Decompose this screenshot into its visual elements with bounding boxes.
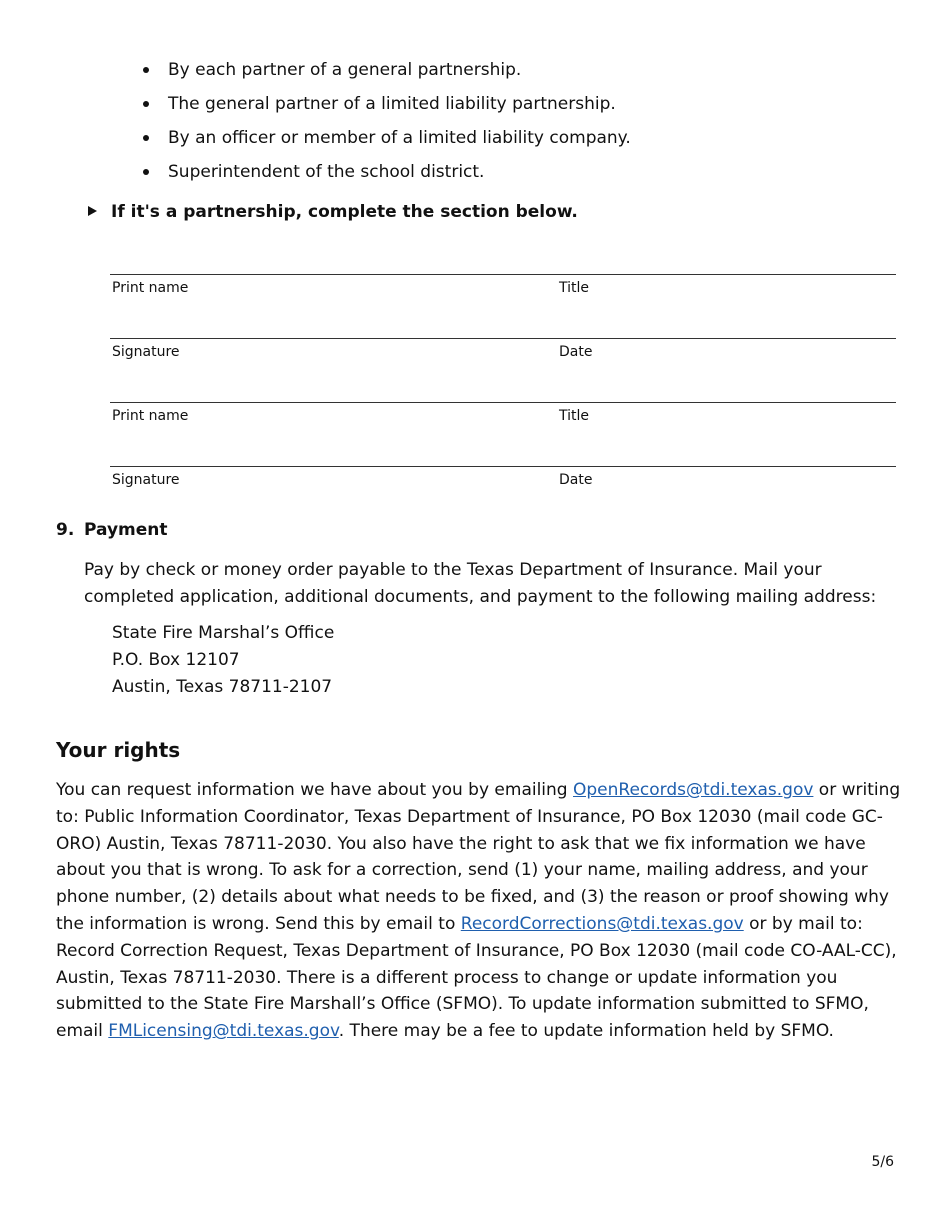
bullet-icon [143,135,149,141]
list-item: By an officer or member of a limited liability company. [140,126,631,160]
partnership-note: If it's a partnership, complete the section below. [88,202,578,222]
signature-label: Signature [112,472,180,488]
signature-row [110,402,896,466]
payment-instructions: Pay by check or money order payable to the Texas Department of Insurance. Mail your completed application, additional documents, and payment to the following mailing address: [84,560,877,607]
rights-paragraph: You can request information we have about you by emailing OpenRecords@tdi.texas.gov or writing to: Public Information Coordinator, Texas Department of Insurance, PO Box 12030 (mail code GC-ORO) Austin, Texas 78711-2030. You also have the right to ask that we fix information we have about you that is wrong. To ask for a correction, send (1) your name, mailing address, and your phone number, (2) details about what needs to be fixed, and (3) the reason or proof showing why the information is wrong. Send this by email to RecordCorrections@tdi.texas.gov or by mail to: Record Correction Request, Texas Department of Insurance, PO Box 12030 (mail code CO-AAL-CC), Austin, Texas 78711-2030. There is a different process to change or update information you submitted to the State Fire Marshall’s Office (SFMO). To update information submitted to SFMO, email FMLicensing@tdi.texas.gov. There may be a fee to update information held by SFMO. [56,780,901,1042]
signature-row [110,274,896,338]
rights-heading: Your rights [56,738,181,762]
address-line: State Fire Marshal’s Office [112,623,335,643]
record-corrections-email-link[interactable]: RecordCorrections@tdi.texas.gov [460,913,744,934]
date-label: Date [559,344,593,360]
print-name-label: Print name [112,408,189,424]
title-label: Title [559,280,590,296]
signature-row [110,466,896,530]
fm-licensing-email-link[interactable]: FMLicensing@tdi.texas.gov [108,1021,339,1042]
list-item: Superintendent of the school district. [140,160,631,194]
mailing-address [112,620,334,701]
signature-label: Signature [112,344,180,360]
print-name-label: Print name [112,280,189,296]
address-line: P.O. Box 12107 [112,650,240,670]
signer-list [140,58,631,194]
signature-row [110,338,896,402]
title-label: Title [559,408,590,424]
signature-table [110,274,896,530]
list-item: By each partner of a general partnership. [140,58,631,92]
address-line: Austin, Texas 78711-2107 [112,677,333,697]
bullet-icon [143,169,149,175]
list-item: The general partner of a limited liability partnership. [140,92,631,126]
open-records-email-link[interactable]: OpenRecords@tdi.texas.gov [573,780,814,800]
triangle-right-icon [88,206,97,216]
section-number: 9. [56,520,75,540]
date-label: Date [559,472,593,488]
page-number: 5/6 [871,1154,894,1170]
section-title: Payment [84,520,168,540]
bullet-icon [143,67,149,73]
bullet-icon [143,101,149,107]
